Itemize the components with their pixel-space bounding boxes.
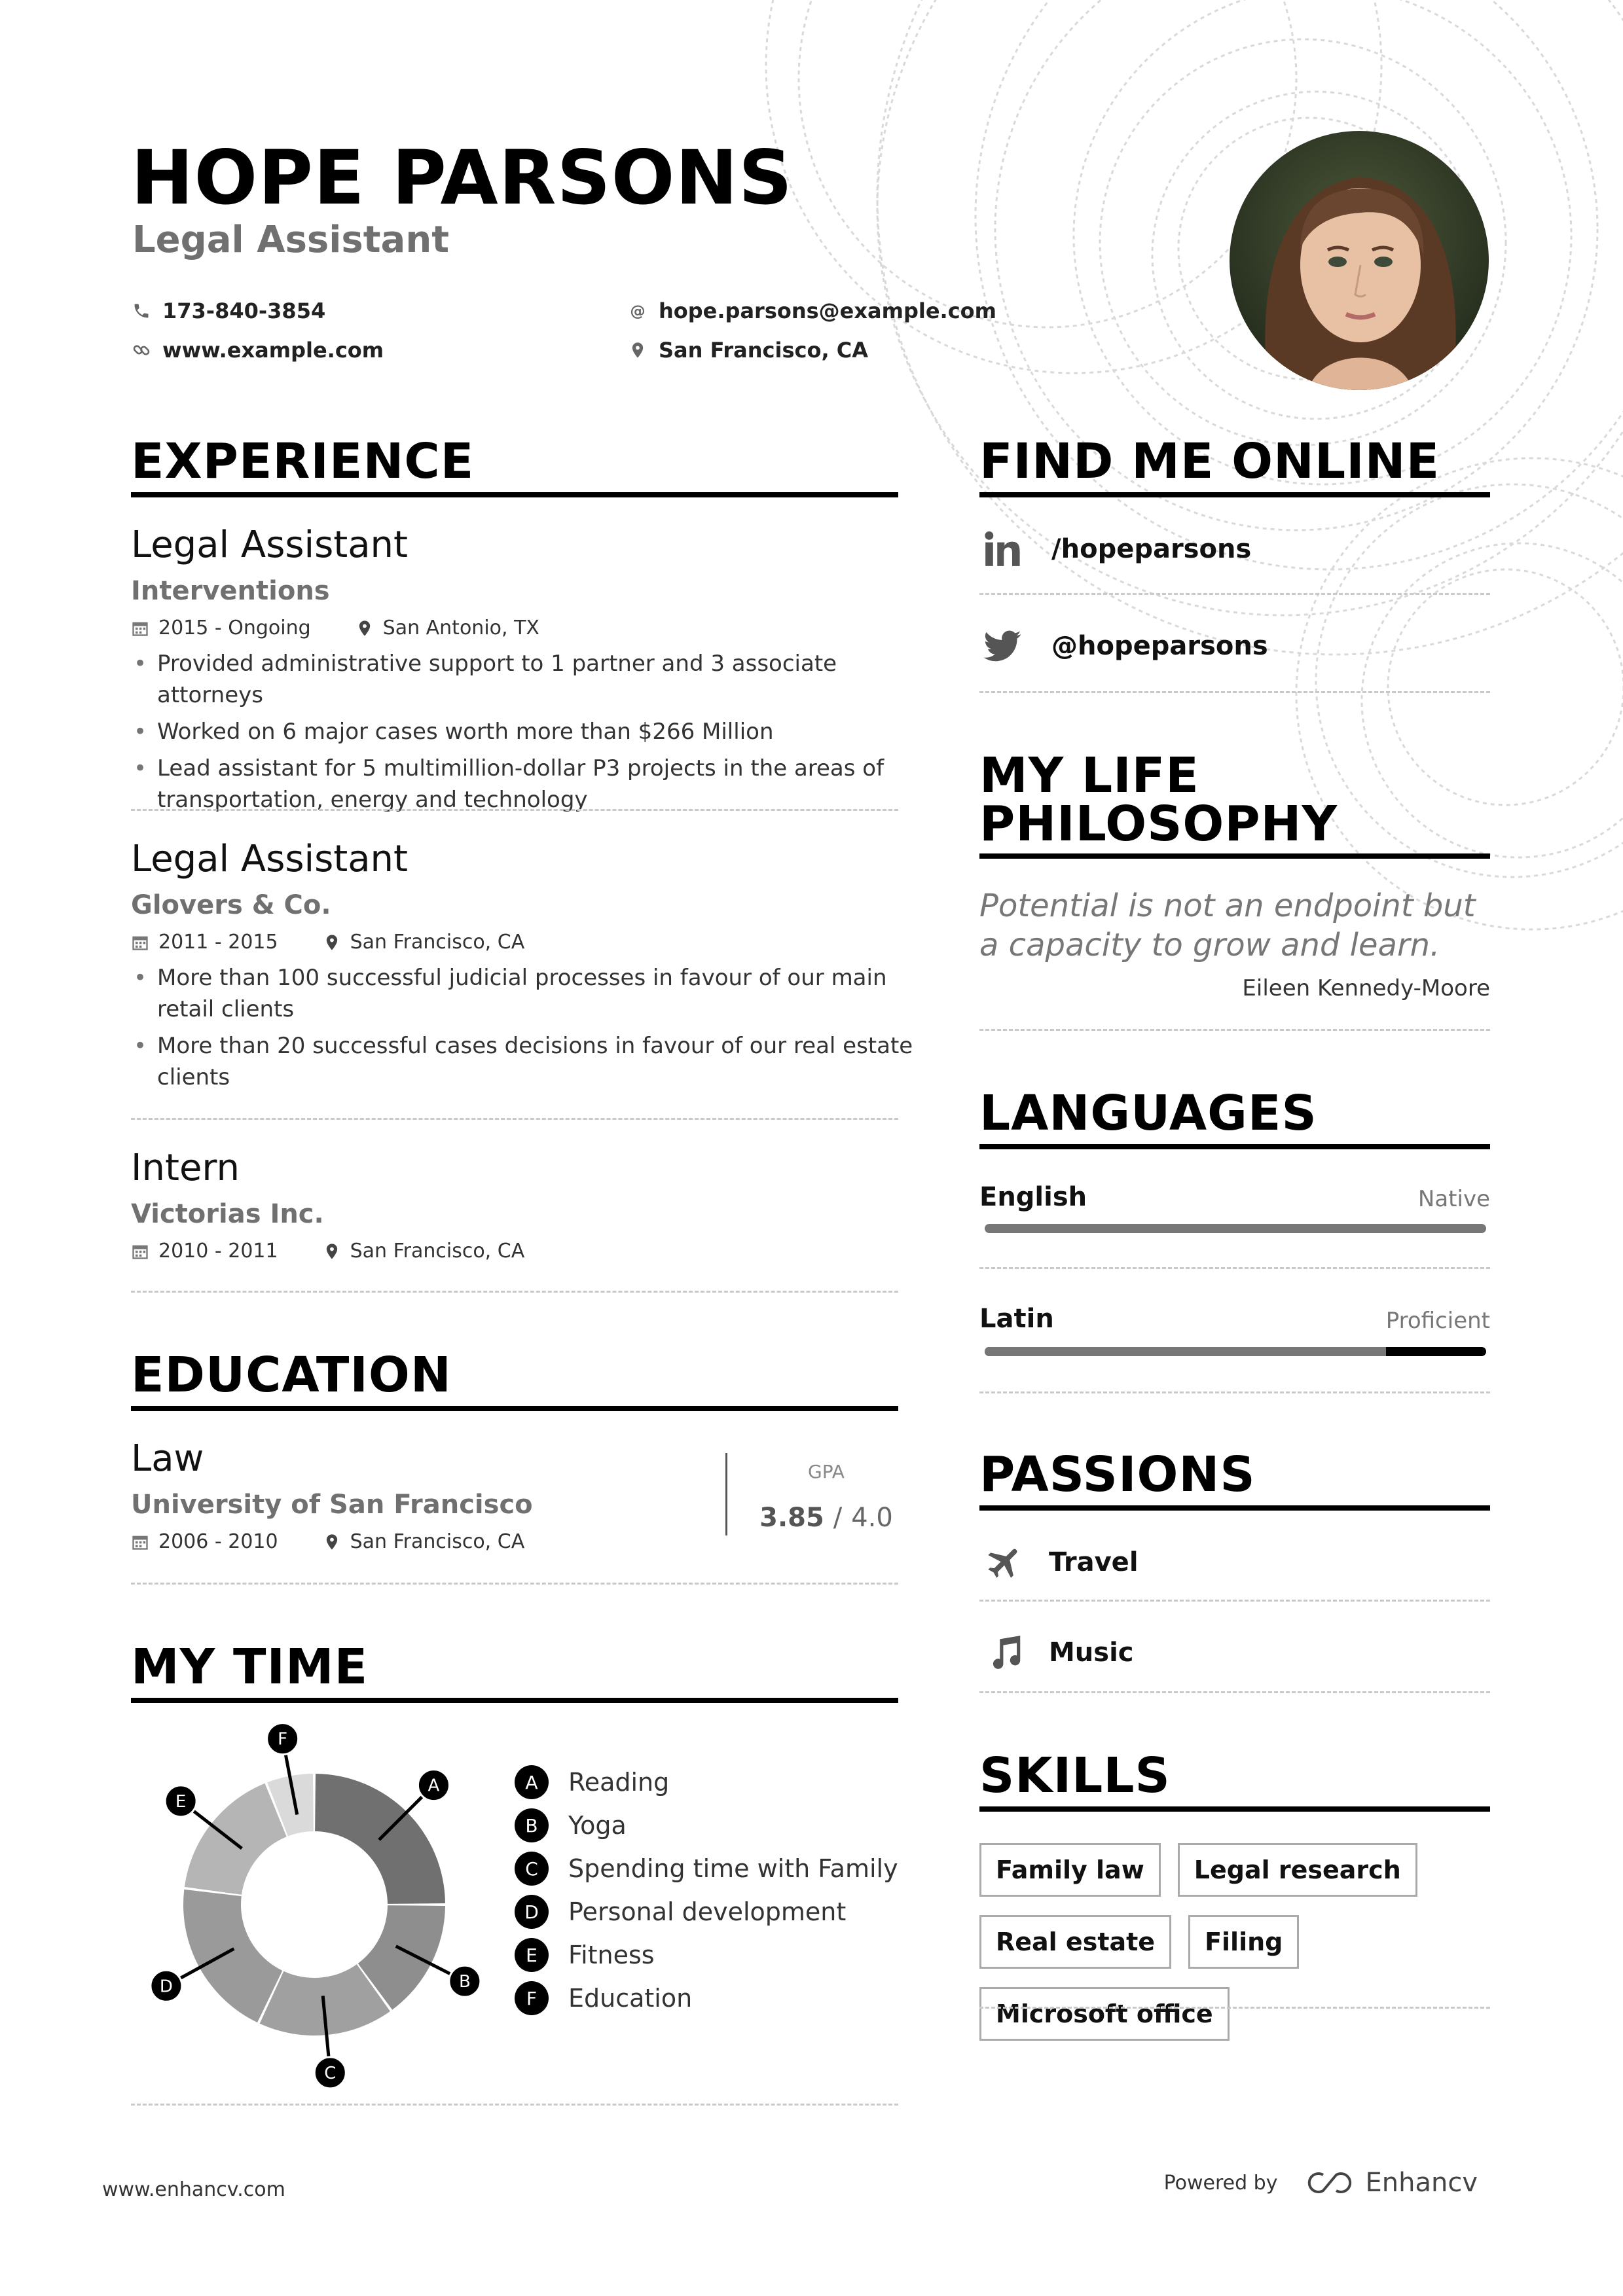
legend-item [515, 1977, 898, 2020]
find-me-online-heading: FIND ME ONLINE [979, 433, 1440, 490]
location [629, 338, 868, 363]
donut-label: D [159, 1977, 173, 1997]
divider [131, 809, 898, 811]
legend-item [515, 1761, 898, 1804]
phone-icon [132, 302, 151, 320]
twitter-link[interactable] [982, 626, 1268, 666]
enhancv-logo-icon [1304, 2168, 1356, 2197]
job-role: Legal Assistant [131, 838, 409, 880]
legend-item [515, 1890, 898, 1933]
quote-line: a capacity to grow and learn. [979, 927, 1440, 963]
donut-slice-E [185, 1784, 287, 1895]
divider [979, 1267, 1490, 1269]
language-bar-fill [985, 1224, 1486, 1233]
divider [979, 1391, 1490, 1393]
job-role: Intern [131, 1147, 240, 1189]
footer-powered [1164, 2168, 1478, 2198]
gpa-value [741, 1503, 911, 1533]
job-bullet: • Lead assistant for 5 multimillion-dollar P3 projects in the areas of transportation, energy and technology [157, 753, 923, 816]
language-bar-fill [985, 1347, 1386, 1356]
legend-badge: B [515, 1808, 549, 1842]
job-bullet: • More than 100 successful judicial processes in favour of our main retail clients [157, 962, 923, 1025]
gpa-score: 3.85 [759, 1503, 824, 1533]
language-name: English [979, 1182, 1087, 1212]
donut-label: C [324, 2063, 337, 2083]
passion-label: Music [1049, 1638, 1134, 1668]
candidate-name: HOPE PARSONS [131, 134, 793, 221]
phone-text: 173-840-3854 [162, 298, 326, 323]
job-company: Victorias Inc. [131, 1199, 324, 1229]
education-location: San Francisco, CA [350, 1530, 525, 1553]
candidate-title: Legal Assistant [132, 219, 449, 261]
experience-rule [131, 492, 898, 497]
languages-rule [979, 1144, 1490, 1149]
divider [131, 2104, 898, 2106]
legend-badge: D [515, 1895, 549, 1929]
calendar-icon [131, 1242, 149, 1261]
donut-slice-D [183, 1890, 282, 2022]
job-meta [131, 931, 524, 954]
email[interactable] [629, 298, 996, 323]
twitter-handle: @hopeparsons [1051, 631, 1268, 661]
job-role: Legal Assistant [131, 524, 409, 566]
airplane-icon [985, 1542, 1025, 1583]
location-text: San Francisco, CA [659, 338, 869, 363]
footer-website[interactable]: www.enhancv.com [102, 2178, 285, 2201]
job-location: San Francisco, CA [350, 1240, 525, 1263]
at-icon [629, 302, 647, 320]
education-rule [131, 1406, 898, 1411]
legend-label: Personal development [568, 1897, 847, 1926]
skill-tag: Filing [1188, 1915, 1299, 1969]
calendar-icon [131, 933, 149, 952]
legend-item [515, 1847, 898, 1890]
linkedin-link[interactable] [982, 529, 1251, 569]
skill-tag: Real estate [979, 1915, 1171, 1969]
legend-label: Reading [568, 1768, 670, 1797]
music-note-icon [985, 1632, 1025, 1673]
email-text: hope.parsons@example.com [659, 298, 996, 323]
gpa-separator [725, 1453, 727, 1535]
website-text: www.example.com [162, 338, 384, 363]
language-level: Native [1417, 1186, 1490, 1212]
language-bar [985, 1224, 1486, 1233]
legend-item [515, 1933, 898, 1977]
job-company: Glovers & Co. [131, 890, 331, 920]
location-pin-icon [356, 619, 374, 637]
divider [979, 1029, 1490, 1031]
legend-badge: F [515, 1981, 549, 2015]
languages-heading: LANGUAGES [979, 1085, 1317, 1141]
divider [131, 1118, 898, 1120]
job-bullet: • Worked on 6 major cases worth more than $266 Million [157, 716, 923, 747]
passion-label: Travel [1049, 1547, 1139, 1577]
divider [131, 1583, 898, 1585]
philosophy-heading-line1: MY LIFE [979, 747, 1199, 804]
skill-tag: Microsoft office [979, 1987, 1230, 2041]
language-name: Latin [979, 1304, 1054, 1334]
divider [979, 1600, 1490, 1602]
location-pin-icon [629, 341, 647, 359]
my-time-rule [131, 1698, 898, 1703]
school: University of San Francisco [131, 1490, 533, 1520]
gpa-slash: / [833, 1503, 843, 1533]
education-meta [131, 1530, 524, 1553]
gpa-max: 4.0 [851, 1503, 893, 1533]
education-dates: 2006 - 2010 [158, 1530, 278, 1553]
job-company: Interventions [131, 576, 330, 606]
powered-by-text: Powered by [1163, 2171, 1278, 2195]
divider [979, 2007, 1490, 2009]
gpa-label: GPA [808, 1461, 845, 1482]
philosophy-rule [979, 853, 1490, 859]
linkedin-handle: /hopeparsons [1051, 534, 1252, 564]
job-bullet: • Provided administrative support to 1 partner and 3 associate attorneys [157, 648, 923, 711]
education-heading: EDUCATION [131, 1347, 452, 1403]
passion-item [985, 1632, 1134, 1673]
passion-item [985, 1542, 1139, 1583]
job-meta [131, 617, 539, 639]
legend-badge: C [515, 1852, 549, 1886]
job-dates: 2015 - Ongoing [158, 617, 311, 639]
my-time-donut-chart [131, 1721, 498, 2088]
location-pin-icon [323, 1242, 341, 1261]
my-time-heading: MY TIME [131, 1639, 369, 1695]
location-pin-icon [323, 933, 341, 952]
donut-label: B [458, 1972, 471, 1992]
legend-label: Fitness [568, 1941, 655, 1969]
divider [131, 1291, 898, 1293]
legend-label: Spending time with Family [568, 1854, 898, 1883]
skills-rule [979, 1806, 1490, 1812]
legend-item [515, 1804, 898, 1847]
job-bullet: • More than 20 successful cases decisions in favour of our real estate clients [157, 1030, 923, 1093]
job-dates: 2010 - 2011 [158, 1240, 278, 1263]
calendar-icon [131, 1533, 149, 1551]
legend-label: Education [568, 1984, 693, 2013]
experience-heading: EXPERIENCE [131, 433, 475, 490]
donut-label: F [278, 1729, 288, 1749]
link-icon [132, 341, 151, 359]
passions-heading: PASSIONS [979, 1446, 1256, 1503]
divider [979, 691, 1490, 693]
job-location: San Francisco, CA [350, 931, 525, 954]
job-meta [131, 1240, 524, 1263]
legend-badge: E [515, 1938, 549, 1972]
job-bullets [131, 648, 923, 821]
quote-author: Eileen Kennedy-Moore [1242, 975, 1490, 1001]
job-location: San Antonio, TX [382, 617, 539, 639]
language-bar [985, 1347, 1486, 1356]
skill-tag: Legal research [1178, 1843, 1417, 1897]
legend-badge: A [515, 1765, 549, 1799]
my-time-legend [515, 1761, 898, 2020]
linkedin-icon [982, 529, 1023, 569]
job-dates: 2011 - 2015 [158, 931, 278, 954]
job-bullets [131, 962, 923, 1098]
website[interactable] [132, 338, 384, 363]
donut-label: E [175, 1791, 187, 1812]
enhancv-logo[interactable] [1304, 2168, 1478, 2198]
skills-heading: SKILLS [979, 1748, 1171, 1804]
brand-name: Enhancv [1365, 2168, 1478, 2198]
philosophy-quote [979, 886, 1497, 965]
calendar-icon [131, 619, 149, 637]
twitter-icon [982, 626, 1023, 666]
quote-line: Potential is not an endpoint but [979, 888, 1476, 924]
phone[interactable] [132, 298, 325, 323]
location-pin-icon [323, 1533, 341, 1551]
find-me-online-rule [979, 492, 1490, 497]
passions-rule [979, 1505, 1490, 1511]
divider [979, 1691, 1490, 1693]
donut-label: A [428, 1776, 440, 1796]
philosophy-heading-line2: PHILOSOPHY [979, 796, 1338, 852]
svg-text:@: @ [630, 302, 646, 320]
skill-tag: Family law [979, 1843, 1161, 1897]
divider [979, 593, 1490, 595]
legend-label: Yoga [568, 1811, 627, 1840]
skills-list [979, 1843, 1503, 2041]
degree: Law [131, 1437, 204, 1480]
language-level: Proficient [1385, 1308, 1490, 1334]
profile-photo [1230, 131, 1489, 390]
